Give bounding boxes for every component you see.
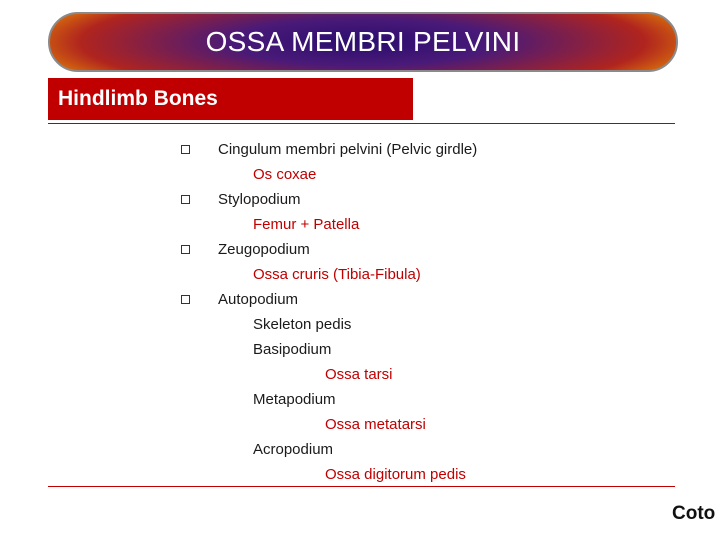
outline-subitem-femur-patella: Femur + Patella [253, 216, 360, 233]
outline-subitem-basipodium: Basipodium [253, 341, 332, 358]
outline-item-zeugopodium: Zeugopodium [218, 241, 310, 258]
subtitle-bar [48, 78, 413, 120]
outline-subitem-ossa-digitorum: Ossa digitorum pedis [325, 466, 466, 483]
top-divider [48, 123, 675, 124]
outline-item-stylopodium: Stylopodium [218, 191, 301, 208]
outline-item-autopodium: Autopodium [218, 291, 299, 308]
bullet-square-icon [181, 295, 190, 304]
slide-title: OSSA MEMBRI PELVINI [205, 26, 521, 57]
outline-item-pelvic-girdle: Cingulum membri pelvini (Pelvic girdle) [218, 141, 478, 158]
slide-subtitle: Hindlimb Bones [58, 87, 218, 110]
bottom-divider [48, 486, 675, 487]
bullet-square-icon [181, 245, 190, 254]
outline-subitem-metapodium: Metapodium [253, 391, 336, 408]
title-banner [48, 12, 678, 72]
outline-subitem-ossa-tarsi: Ossa tarsi [325, 366, 393, 383]
outline-subitem-ossa-metatarsi: Ossa metatarsi [325, 416, 426, 433]
bullet-square-icon [181, 195, 190, 204]
logo: Coto [672, 503, 716, 524]
outline-subitem-ossa-cruris: Ossa cruris (Tibia-Fibula) [253, 266, 421, 283]
outline-subitem-acropodium: Acropodium [253, 441, 334, 458]
bullet-square-icon [181, 145, 190, 154]
outline-subitem-skeleton-pedis: Skeleton pedis [253, 316, 352, 333]
outline-subitem-os-coxae: Os coxae [253, 166, 317, 183]
